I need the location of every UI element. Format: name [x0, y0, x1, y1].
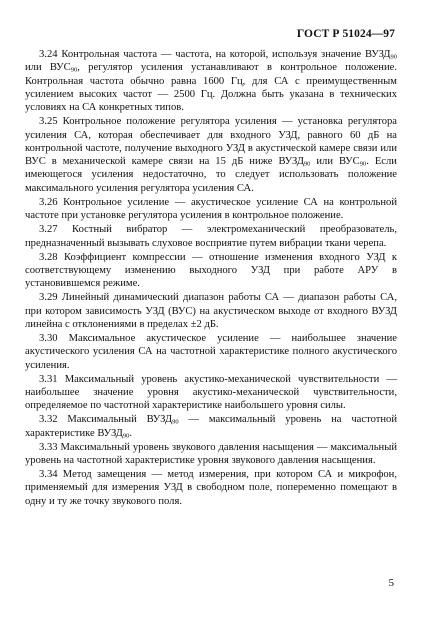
- paragraph-3-34: 3.34 Метод замещения — метод измерения, при котором СА и микрофон, применяемый для измерения УЗД в свободном поле, попеременно помещают в одну и ту же точку звукового поля.: [25, 469, 397, 507]
- paragraph-3-25: 3.25 Контрольное положение регулятора усиления — установка регулятора усиления СА, которая обеспечивает для входного УЗД, равного 60 дБ на контрольной частоте, получение выходного УЗД в акустической камере связи или ВУС в механической камере связи на 15 дБ ниже $ВУЗД_{90}$ или $ВУС_{90}$. Если имеющегося усиления недостаточно, то следует использовать положение максимального усиления регулятора усиления СА.: [25, 116, 397, 194]
- page-number: 5: [388, 577, 394, 589]
- paragraph-3-27: 3.27 Костный вибратор — электромеханический преобразователь, предназначенный вызывать слуховое восприятие путем вибрации ткани черепа.: [25, 224, 397, 249]
- paragraph-3-28: 3.28 Коэффициент компрессии — отношение изменения входного УЗД к соответствующему изменению выходного УЗД при работе АРУ в установившемся режиме.: [25, 251, 397, 290]
- document-header: ГОСТ Р 51024—97: [296, 28, 395, 40]
- paragraph-3-24: 3.24 Контрольная частота — частота, на которой, используя значение $ВУЗД_{90}$ или $ВУС_{90}$, регулятор усиления устанавливают в контрольное положение. Контрольная частота обычно равна 1600 Гц, для СА с преимущественным усилением высоких частот — 2500 Гц. Должна быть указана в технических условиях на СА конкретных типов.: [25, 49, 397, 114]
- paragraph-3-30: 3.30 Максимальное акустическое усиление — наибольшее значение акустического усиления СА на частотной характеристике полного акустического усиления.: [25, 333, 397, 371]
- paragraph-3-26: 3.26 Контрольное усиление — акустическое усиление СА на контрольной частоте при установке регулятора усиления в контрольное положение.: [25, 196, 397, 222]
- paragraph-3-31: 3.31 Максимальный уровень акустико-механической чувствительности — наибольшее значение уровня акустико-механической чувствительности, определяемое по частотной характеристике наибольшего уровня силы.: [25, 373, 397, 412]
- paragraph-3-29: 3.29 Линейный динамический диапазон работы СА — диапазон работы СА, при котором зависимость УЗД (ВУС) на акустическом выходе от входного ВУЗД линейна с отклонениями в пределах ±2 дБ.: [25, 292, 397, 330]
- paragraph-3-32: 3.32 Максимальный $ВУЗД_{90}$ — максимальный уровень на частотной характеристике $ВУЗД_{90}$.: [25, 414, 397, 440]
- paragraph-3-33: 3.33 Максимальный уровень звукового давления насыщения — максимальный уровень на частотной характеристике уровня звукового давления насыщения.: [25, 441, 397, 467]
- document-body: [25, 48, 397, 509]
